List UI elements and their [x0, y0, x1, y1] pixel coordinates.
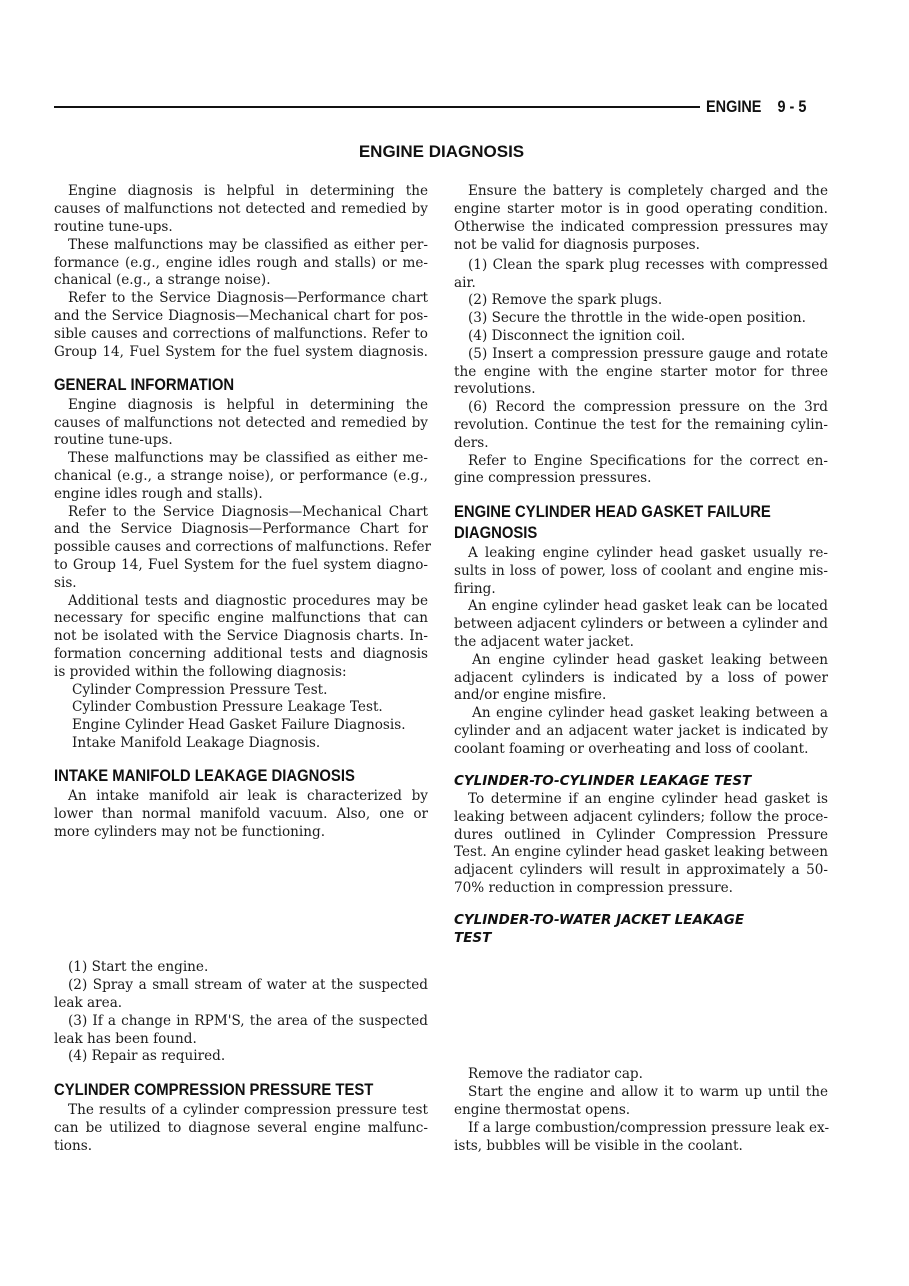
paragraph-line: These malfunctions may be classified as either me-: [68, 450, 428, 466]
step-line: air.: [454, 275, 476, 291]
step-line: revolution. Continue the test for the remaining cylin-: [454, 417, 828, 433]
paragraph-line: Remove the radiator cap.: [468, 1066, 643, 1082]
paragraph-line: necessary for specific engine malfunctions that can: [54, 610, 428, 626]
paragraph-line: A leaking engine cylinder head gasket usually re-: [468, 545, 828, 561]
paragraph-line: and the Service Diagnosis—Performance Chart for: [54, 521, 428, 537]
step-line: leak has been found.: [54, 1031, 197, 1047]
paragraph-line: An engine cylinder head gasket leaking between a: [472, 705, 828, 721]
paragraph-line: Refer to Engine Specifications for the correct en-: [468, 453, 828, 469]
paragraph-line: dures outlined in Cylinder Compression Pressure: [454, 827, 828, 843]
header-rule: [54, 106, 700, 108]
page-title: ENGINE DIAGNOSIS: [358, 142, 525, 161]
paragraph-line: These malfunctions may be classified as either per-: [68, 237, 428, 253]
step-line: (1) Clean the spark plug recesses with compressed: [468, 257, 828, 273]
paragraph-line: causes of malfunctions not detected and remedied by: [54, 415, 428, 431]
step-line: ders.: [454, 435, 489, 451]
header-section: ENGINE: [706, 97, 762, 116]
paragraph-line: more cylinders may not be functioning.: [54, 824, 326, 840]
paragraph-line: Group 14, Fuel System for the fuel system diagnosis.: [54, 344, 428, 360]
page-number: 9 - 5: [777, 97, 807, 116]
paragraph-line: To determine if an engine cylinder head gasket is: [468, 791, 828, 807]
paragraph-line: The results of a cylinder compression pressure test: [68, 1102, 428, 1118]
step-line: (3) If a change in RPM'S, the area of the suspected: [68, 1013, 428, 1029]
paragraph-line: If a large combustion/compression pressure leak ex-: [468, 1120, 830, 1136]
paragraph-line: An engine cylinder head gasket leak can be located: [468, 598, 828, 614]
paragraph-line: Refer to the Service Diagnosis—Mechanical Chart: [68, 504, 428, 520]
paragraph-line: sults in loss of power, loss of coolant and engine mis-: [454, 563, 828, 579]
paragraph-line: routine tune-ups.: [54, 432, 173, 448]
paragraph-line: Refer to the Service Diagnosis—Performance chart: [68, 290, 428, 306]
step-line: (5) Insert a compression pressure gauge and rotate: [468, 346, 828, 362]
paragraph-line: formation concerning additional tests and diagnosis: [54, 646, 428, 662]
paragraph-line: 70% reduction in compression pressure.: [454, 880, 733, 896]
step-line: (6) Record the compression pressure on the 3rd: [468, 399, 828, 415]
paragraph-line: to Group 14, Fuel System for the fuel system diagno-: [54, 557, 428, 573]
paragraph-line: coolant foaming or overheating and loss of coolant.: [454, 741, 809, 757]
step-line: (2) Spray a small stream of water at the suspected: [68, 977, 428, 993]
paragraph-line: engine idles rough and stalls).: [54, 486, 263, 502]
paragraph-line: routine tune-ups.: [54, 219, 173, 235]
step-line: (4) Repair as required.: [68, 1048, 226, 1064]
paragraph-line: firing.: [454, 581, 496, 597]
paragraph-line: engine thermostat opens.: [454, 1102, 631, 1118]
paragraph-line: can be utilized to diagnose several engine malfunc-: [54, 1120, 428, 1136]
paragraph-line: Otherwise the indicated compression pressures may: [454, 219, 828, 235]
paragraph-line: sis.: [54, 575, 77, 591]
paragraph-line: formance (e.g., engine idles rough and stalls) or me-: [54, 255, 428, 271]
section-heading-head-gasket-line2: DIAGNOSIS: [454, 524, 538, 542]
paragraph-line: causes of malfunctions not detected and remedied by: [54, 201, 428, 217]
paragraph-line: engine starter motor is in good operating condition.: [454, 201, 828, 217]
paragraph-line: chanical (e.g., a strange noise), or performance (e.g.,: [54, 468, 428, 484]
step-line: the engine with the engine starter motor for three: [454, 364, 828, 380]
paragraph-line: lower than normal manifold vacuum. Also, one or: [54, 806, 428, 822]
paragraph-line: Test. An engine cylinder head gasket leaking between: [454, 844, 828, 860]
paragraph-line: Ensure the battery is completely charged and the: [468, 183, 828, 199]
section-heading-compression-test: CYLINDER COMPRESSION PRESSURE TEST: [54, 1081, 374, 1099]
paragraph-line: Engine diagnosis is helpful in determining the: [68, 397, 428, 413]
section-heading-intake-manifold: INTAKE MANIFOLD LEAKAGE DIAGNOSIS: [54, 767, 355, 785]
section-heading-head-gasket: ENGINE CYLINDER HEAD GASKET FAILURE: [454, 503, 771, 521]
paragraph-line: An engine cylinder head gasket leaking between: [472, 652, 828, 668]
paragraph-line: gine compression pressures.: [454, 470, 652, 486]
paragraph-line: between adjacent cylinders or between a cylinder and: [454, 616, 828, 632]
paragraph-line: An intake manifold air leak is characterized by: [68, 788, 428, 804]
step-line: (1) Start the engine.: [68, 959, 209, 975]
paragraph-line: sible causes and corrections of malfunctions. Refer to: [54, 326, 428, 342]
subsection-heading-cyl-to-water-line2: TEST: [454, 930, 492, 946]
paragraph-line: possible causes and corrections of malfunctions. Refer: [54, 539, 432, 555]
paragraph-line: Start the engine and allow it to warm up until the: [468, 1084, 828, 1100]
paragraph-line: adjacent cylinders will result in approximately a 50-: [454, 862, 828, 878]
subsection-heading-cyl-to-water: CYLINDER-TO-WATER JACKET LEAKAGE: [454, 912, 745, 928]
paragraph-line: tions.: [54, 1138, 93, 1154]
step-line: leak area.: [54, 995, 123, 1011]
paragraph-line: not be isolated with the Service Diagnosis charts. In-: [54, 628, 428, 644]
section-heading-general-information: GENERAL INFORMATION: [54, 376, 235, 394]
list-item: Cylinder Compression Pressure Test.: [72, 682, 328, 698]
list-item: Engine Cylinder Head Gasket Failure Diagnosis.: [72, 717, 406, 733]
subsection-heading-cyl-to-cyl: CYLINDER-TO-CYLINDER LEAKAGE TEST: [454, 773, 752, 789]
paragraph-line: Engine diagnosis is helpful in determining the: [68, 183, 428, 199]
paragraph-line: leaking between adjacent cylinders; follow the proce-: [454, 809, 828, 825]
step-line: revolutions.: [454, 381, 536, 397]
step-line: (2) Remove the spark plugs.: [468, 292, 663, 308]
paragraph-line: the adjacent water jacket.: [454, 634, 634, 650]
paragraph-line: adjacent cylinders is indicated by a loss of power: [454, 670, 828, 686]
paragraph-line: and/or engine misfire.: [454, 687, 607, 703]
paragraph-line: and the Service Diagnosis—Mechanical chart for pos-: [54, 308, 428, 324]
step-line: (4) Disconnect the ignition coil.: [468, 328, 686, 344]
paragraph-line: Additional tests and diagnostic procedures may be: [68, 593, 428, 609]
paragraph-line: is provided within the following diagnosis:: [54, 664, 347, 680]
step-line: (3) Secure the throttle in the wide-open position.: [468, 310, 806, 326]
paragraph-line: not be valid for diagnosis purposes.: [454, 237, 700, 253]
paragraph-line: cylinder and an adjacent water jacket is indicated by: [454, 723, 828, 739]
list-item: Intake Manifold Leakage Diagnosis.: [72, 735, 321, 751]
list-item: Cylinder Combustion Pressure Leakage Test.: [72, 699, 383, 715]
running-header: [706, 97, 806, 117]
paragraph-line: ists, bubbles will be visible in the coolant.: [454, 1138, 743, 1154]
paragraph-line: chanical (e.g., a strange noise).: [54, 272, 271, 288]
